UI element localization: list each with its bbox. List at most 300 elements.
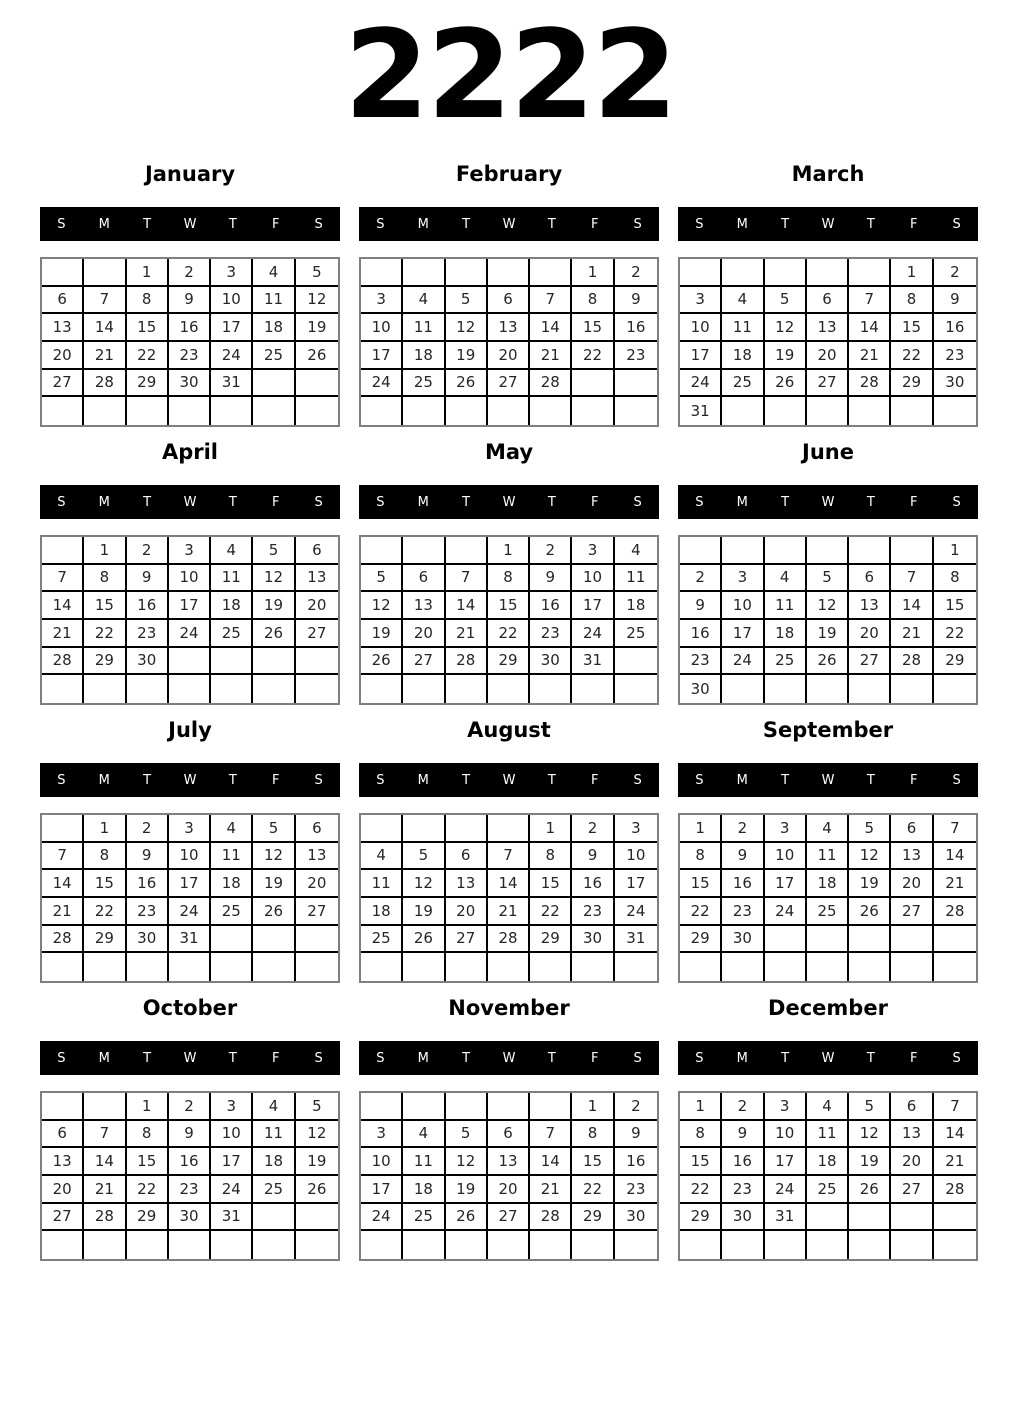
day-cell: [42, 1231, 84, 1259]
day-cell: [403, 953, 445, 981]
day-cell: 30: [572, 926, 614, 954]
day-cell: 4: [615, 537, 657, 565]
day-cell: 12: [296, 1121, 338, 1149]
day-cell: 21: [934, 870, 976, 898]
day-cell: 20: [42, 342, 84, 370]
month-days-grid: [678, 813, 978, 983]
day-cell: 19: [446, 1176, 488, 1204]
day-cell: [934, 397, 976, 425]
day-cell: 16: [680, 620, 722, 648]
day-cell: [361, 1231, 403, 1259]
day-cell: 2: [530, 537, 572, 565]
day-cell: 31: [211, 370, 253, 398]
day-cell: [807, 1231, 849, 1259]
weekday-header-cell: T: [547, 1050, 556, 1066]
day-cell: 23: [169, 1176, 211, 1204]
day-cell: 10: [765, 1121, 807, 1149]
weekday-header-cell: T: [462, 494, 471, 510]
day-cell: 22: [127, 342, 169, 370]
weekday-header-cell: S: [633, 216, 642, 232]
day-cell: 7: [42, 565, 84, 593]
day-cell: 16: [615, 1148, 657, 1176]
day-cell: 19: [403, 898, 445, 926]
month-days-grid: [359, 257, 659, 427]
day-cell: [127, 953, 169, 981]
day-cell: 13: [296, 843, 338, 871]
day-cell: 3: [722, 565, 764, 593]
weekday-header-cell: S: [314, 494, 323, 510]
day-cell: 1: [934, 537, 976, 565]
weekday-header-cell: M: [736, 772, 748, 788]
day-cell: 25: [765, 648, 807, 676]
day-cell: 12: [849, 843, 891, 871]
months-grid: [40, 160, 978, 1261]
day-cell: 20: [403, 620, 445, 648]
month-name: November: [448, 996, 570, 1020]
day-cell: 12: [849, 1121, 891, 1149]
day-cell: 26: [361, 648, 403, 676]
day-cell: 11: [253, 1121, 295, 1149]
weekday-header-cell: M: [98, 494, 110, 510]
day-cell: 18: [211, 870, 253, 898]
day-cell: 17: [361, 1176, 403, 1204]
weekday-header-cell: F: [590, 494, 599, 510]
day-cell: 14: [42, 870, 84, 898]
day-cell: 6: [403, 565, 445, 593]
day-cell: [42, 397, 84, 425]
day-cell: 9: [127, 565, 169, 593]
day-cell: 27: [42, 370, 84, 398]
day-cell: [403, 259, 445, 287]
day-cell: 18: [807, 870, 849, 898]
day-cell: 17: [722, 620, 764, 648]
weekday-header-cell: T: [462, 772, 471, 788]
day-cell: [572, 397, 614, 425]
day-cell: 16: [127, 592, 169, 620]
day-cell: [403, 397, 445, 425]
weekday-header-cell: W: [502, 1050, 516, 1066]
day-cell: [934, 1231, 976, 1259]
day-cell: [722, 1231, 764, 1259]
day-cell: 10: [211, 287, 253, 315]
month-february: [359, 160, 659, 427]
day-cell: 7: [934, 1093, 976, 1121]
day-cell: 10: [169, 843, 211, 871]
month-october: [40, 994, 340, 1261]
day-cell: 23: [615, 1176, 657, 1204]
month-days-grid: [40, 1091, 340, 1261]
day-cell: 15: [488, 592, 530, 620]
day-cell: 10: [615, 843, 657, 871]
weekday-header-cell: S: [57, 772, 66, 788]
day-cell: 16: [722, 870, 764, 898]
day-cell: 6: [446, 843, 488, 871]
day-cell: 13: [891, 1121, 933, 1149]
day-cell: 8: [572, 287, 614, 315]
day-cell: 27: [446, 926, 488, 954]
day-cell: [446, 259, 488, 287]
weekday-header-cell: M: [736, 494, 748, 510]
day-cell: 8: [84, 565, 126, 593]
weekday-header-cell: T: [547, 772, 556, 788]
day-cell: 6: [296, 537, 338, 565]
day-cell: 5: [296, 259, 338, 287]
weekday-header-cell: S: [633, 1050, 642, 1066]
weekday-header-cell: T: [143, 1050, 152, 1066]
weekday-header-cell: S: [57, 216, 66, 232]
day-cell: 8: [488, 565, 530, 593]
day-cell: 23: [934, 342, 976, 370]
day-cell: [849, 926, 891, 954]
day-cell: 2: [934, 259, 976, 287]
day-cell: 16: [615, 314, 657, 342]
day-cell: 30: [722, 1204, 764, 1232]
weekday-header-cell: S: [633, 772, 642, 788]
day-cell: 26: [446, 1204, 488, 1232]
day-cell: 8: [680, 1121, 722, 1149]
day-cell: 1: [84, 815, 126, 843]
day-cell: 9: [169, 287, 211, 315]
day-cell: [253, 675, 295, 703]
day-cell: 23: [572, 898, 614, 926]
day-cell: 28: [42, 648, 84, 676]
day-cell: 26: [807, 648, 849, 676]
day-cell: 10: [361, 314, 403, 342]
month-may: [359, 438, 659, 705]
day-cell: 17: [615, 870, 657, 898]
day-cell: [296, 648, 338, 676]
month-november: [359, 994, 659, 1261]
day-cell: [403, 675, 445, 703]
day-cell: 11: [765, 592, 807, 620]
weekday-header-cell: S: [57, 494, 66, 510]
day-cell: 31: [572, 648, 614, 676]
day-cell: [849, 397, 891, 425]
day-cell: 21: [84, 1176, 126, 1204]
weekday-header-cell: S: [952, 772, 961, 788]
day-cell: [615, 397, 657, 425]
day-cell: [891, 675, 933, 703]
weekday-header-cell: S: [57, 1050, 66, 1066]
weekday-header-cell: S: [695, 1050, 704, 1066]
day-cell: [296, 926, 338, 954]
day-cell: [169, 675, 211, 703]
day-cell: [488, 675, 530, 703]
day-cell: 29: [934, 648, 976, 676]
day-cell: 13: [891, 843, 933, 871]
day-cell: 27: [403, 648, 445, 676]
weekday-header-cell: T: [143, 216, 152, 232]
weekday-header-cell: M: [736, 1050, 748, 1066]
weekday-header: [359, 1041, 659, 1075]
day-cell: 23: [722, 898, 764, 926]
day-cell: 1: [127, 1093, 169, 1121]
day-cell: 23: [169, 342, 211, 370]
day-cell: 28: [891, 648, 933, 676]
day-cell: 14: [530, 314, 572, 342]
day-cell: 13: [403, 592, 445, 620]
day-cell: 21: [84, 342, 126, 370]
weekday-header-cell: S: [695, 772, 704, 788]
day-cell: 7: [446, 565, 488, 593]
day-cell: 5: [446, 1121, 488, 1149]
day-cell: 21: [42, 898, 84, 926]
weekday-header: [359, 207, 659, 241]
weekday-header-cell: W: [821, 772, 835, 788]
weekday-header-cell: M: [98, 216, 110, 232]
day-cell: [127, 1231, 169, 1259]
weekday-header-cell: W: [183, 1050, 197, 1066]
weekday-header-cell: F: [271, 216, 280, 232]
day-cell: 19: [849, 1148, 891, 1176]
day-cell: 14: [934, 843, 976, 871]
day-cell: 20: [42, 1176, 84, 1204]
day-cell: 5: [446, 287, 488, 315]
day-cell: 23: [722, 1176, 764, 1204]
month-april: [40, 438, 340, 705]
day-cell: [934, 675, 976, 703]
weekday-header-cell: F: [909, 216, 918, 232]
day-cell: [211, 953, 253, 981]
day-cell: [807, 259, 849, 287]
weekday-header-cell: S: [633, 494, 642, 510]
day-cell: 25: [403, 370, 445, 398]
day-cell: 15: [84, 870, 126, 898]
day-cell: [446, 815, 488, 843]
weekday-header-cell: S: [314, 772, 323, 788]
day-cell: 4: [403, 287, 445, 315]
weekday-header-cell: T: [781, 772, 790, 788]
day-cell: 21: [488, 898, 530, 926]
weekday-header-cell: T: [781, 216, 790, 232]
day-cell: 7: [849, 287, 891, 315]
weekday-header-cell: F: [590, 772, 599, 788]
day-cell: 9: [680, 592, 722, 620]
day-cell: [891, 1231, 933, 1259]
day-cell: [934, 1204, 976, 1232]
day-cell: [488, 953, 530, 981]
day-cell: [891, 1204, 933, 1232]
day-cell: 1: [891, 259, 933, 287]
day-cell: 21: [891, 620, 933, 648]
day-cell: [361, 537, 403, 565]
day-cell: 1: [572, 259, 614, 287]
day-cell: 19: [765, 342, 807, 370]
day-cell: 24: [361, 370, 403, 398]
day-cell: 10: [722, 592, 764, 620]
month-name: March: [791, 162, 865, 186]
day-cell: [361, 815, 403, 843]
day-cell: 24: [211, 342, 253, 370]
day-cell: [572, 675, 614, 703]
day-cell: 25: [807, 1176, 849, 1204]
day-cell: [446, 397, 488, 425]
day-cell: 19: [253, 870, 295, 898]
day-cell: 18: [807, 1148, 849, 1176]
day-cell: 4: [765, 565, 807, 593]
day-cell: 14: [934, 1121, 976, 1149]
weekday-header-cell: T: [228, 216, 237, 232]
day-cell: 8: [891, 287, 933, 315]
day-cell: [807, 675, 849, 703]
day-cell: [296, 1231, 338, 1259]
month-days-grid: [40, 257, 340, 427]
day-cell: 25: [211, 620, 253, 648]
day-cell: 11: [211, 843, 253, 871]
day-cell: 17: [169, 592, 211, 620]
day-cell: 15: [891, 314, 933, 342]
day-cell: 25: [253, 1176, 295, 1204]
day-cell: 10: [572, 565, 614, 593]
day-cell: [446, 953, 488, 981]
day-cell: [680, 259, 722, 287]
day-cell: 12: [253, 565, 295, 593]
day-cell: [488, 259, 530, 287]
weekday-header-cell: W: [183, 494, 197, 510]
day-cell: 31: [615, 926, 657, 954]
weekday-header-cell: F: [909, 494, 918, 510]
day-cell: 24: [361, 1204, 403, 1232]
day-cell: 8: [127, 287, 169, 315]
day-cell: [680, 1231, 722, 1259]
day-cell: 20: [488, 342, 530, 370]
day-cell: [615, 953, 657, 981]
day-cell: 28: [446, 648, 488, 676]
day-cell: 20: [488, 1176, 530, 1204]
day-cell: 7: [42, 843, 84, 871]
day-cell: 6: [891, 815, 933, 843]
day-cell: [169, 397, 211, 425]
day-cell: [849, 259, 891, 287]
day-cell: 15: [530, 870, 572, 898]
day-cell: 29: [680, 926, 722, 954]
day-cell: 3: [361, 287, 403, 315]
day-cell: 16: [127, 870, 169, 898]
day-cell: 20: [296, 870, 338, 898]
day-cell: [807, 1204, 849, 1232]
weekday-header-cell: T: [228, 1050, 237, 1066]
day-cell: 18: [253, 314, 295, 342]
weekday-header-cell: W: [821, 494, 835, 510]
day-cell: [934, 953, 976, 981]
day-cell: [253, 926, 295, 954]
day-cell: [722, 397, 764, 425]
day-cell: 3: [169, 815, 211, 843]
day-cell: 10: [765, 843, 807, 871]
day-cell: 15: [680, 1148, 722, 1176]
weekday-header-cell: T: [462, 216, 471, 232]
day-cell: 13: [849, 592, 891, 620]
day-cell: [765, 953, 807, 981]
day-cell: [361, 953, 403, 981]
day-cell: [84, 953, 126, 981]
day-cell: 16: [722, 1148, 764, 1176]
day-cell: 1: [127, 259, 169, 287]
day-cell: 14: [488, 870, 530, 898]
day-cell: [42, 953, 84, 981]
day-cell: 8: [572, 1121, 614, 1149]
weekday-header-cell: F: [590, 1050, 599, 1066]
day-cell: [253, 370, 295, 398]
day-cell: 29: [530, 926, 572, 954]
day-cell: 13: [488, 1148, 530, 1176]
day-cell: 16: [934, 314, 976, 342]
day-cell: 28: [530, 370, 572, 398]
day-cell: 26: [296, 342, 338, 370]
day-cell: 9: [572, 843, 614, 871]
day-cell: 16: [169, 314, 211, 342]
day-cell: [849, 953, 891, 981]
day-cell: 12: [253, 843, 295, 871]
day-cell: 6: [891, 1093, 933, 1121]
day-cell: 22: [680, 1176, 722, 1204]
weekday-header: [40, 1041, 340, 1075]
weekday-header: [678, 1041, 978, 1075]
day-cell: 6: [849, 565, 891, 593]
day-cell: 19: [253, 592, 295, 620]
day-cell: 4: [807, 815, 849, 843]
day-cell: 4: [361, 843, 403, 871]
day-cell: 20: [446, 898, 488, 926]
day-cell: 1: [84, 537, 126, 565]
weekday-header-cell: T: [781, 494, 790, 510]
month-january: [40, 160, 340, 427]
day-cell: 7: [84, 287, 126, 315]
day-cell: 27: [891, 1176, 933, 1204]
day-cell: 13: [296, 565, 338, 593]
day-cell: 20: [296, 592, 338, 620]
day-cell: [488, 397, 530, 425]
month-name: June: [802, 440, 854, 464]
weekday-header-cell: T: [462, 1050, 471, 1066]
day-cell: 9: [722, 1121, 764, 1149]
day-cell: [807, 397, 849, 425]
day-cell: [488, 1093, 530, 1121]
day-cell: 9: [722, 843, 764, 871]
day-cell: 3: [765, 815, 807, 843]
day-cell: 25: [403, 1204, 445, 1232]
weekday-header-cell: M: [736, 216, 748, 232]
day-cell: 11: [361, 870, 403, 898]
day-cell: 14: [530, 1148, 572, 1176]
day-cell: [765, 926, 807, 954]
weekday-header-cell: W: [502, 216, 516, 232]
day-cell: 27: [849, 648, 891, 676]
day-cell: 30: [127, 926, 169, 954]
day-cell: 29: [891, 370, 933, 398]
day-cell: 19: [296, 314, 338, 342]
day-cell: [572, 1231, 614, 1259]
day-cell: 18: [403, 342, 445, 370]
day-cell: 14: [84, 1148, 126, 1176]
weekday-header-cell: W: [502, 772, 516, 788]
day-cell: 12: [361, 592, 403, 620]
day-cell: 14: [84, 314, 126, 342]
day-cell: 20: [849, 620, 891, 648]
day-cell: 24: [615, 898, 657, 926]
weekday-header-cell: S: [376, 216, 385, 232]
weekday-header-cell: S: [376, 772, 385, 788]
day-cell: 24: [211, 1176, 253, 1204]
day-cell: 9: [934, 287, 976, 315]
day-cell: 17: [765, 1148, 807, 1176]
day-cell: 25: [615, 620, 657, 648]
day-cell: [765, 1231, 807, 1259]
day-cell: 9: [169, 1121, 211, 1149]
day-cell: [361, 675, 403, 703]
day-cell: 10: [211, 1121, 253, 1149]
month-march: [678, 160, 978, 427]
